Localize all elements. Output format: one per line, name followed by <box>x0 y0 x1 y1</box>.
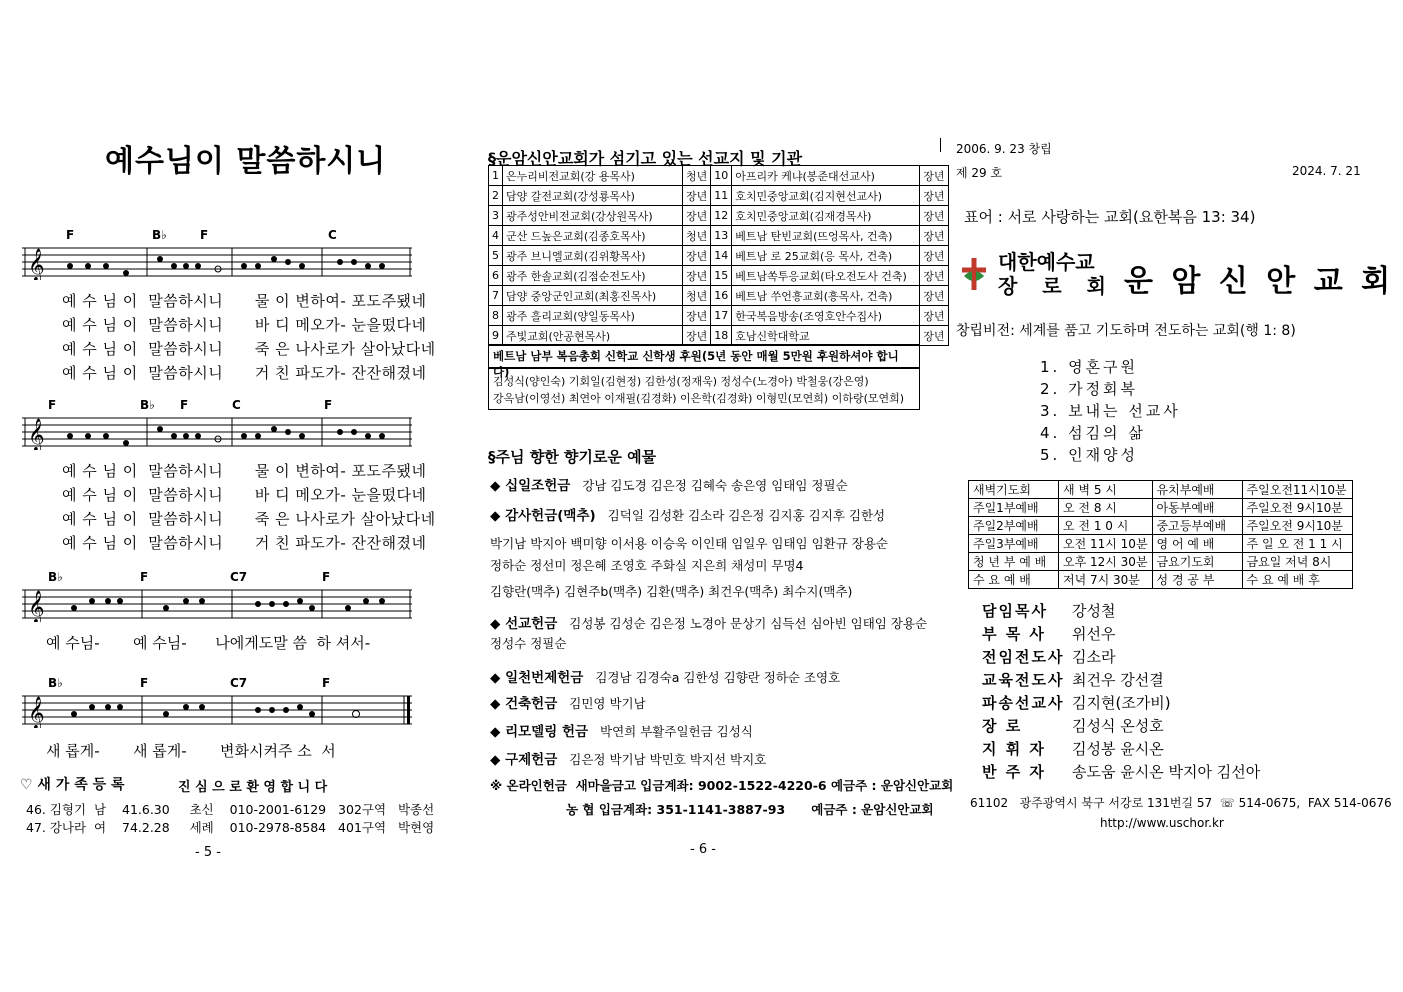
lyric-line: 예 수 님 이 말씀하시니 물 이 변하여- 포도주됐네 <box>62 292 427 310</box>
church-address: 61102 광주광역시 북구 서강로 131번길 57 ☏ 514-0675, FAX 514-0676 <box>970 796 1392 810</box>
staff-name: 김지현(조가비) <box>1072 694 1171 712</box>
worship-cell: 주 일 오 전 1 1 시 <box>1242 535 1352 553</box>
mission-cell: 2 <box>489 186 503 206</box>
staff-role: 장 로 <box>982 717 1023 735</box>
staff-row <box>982 715 1164 736</box>
lyric-line: 예 수님- 예 수님- 나에게도말 씀 하 셔서- <box>46 634 371 652</box>
mission-cell: 장년 <box>920 166 948 186</box>
mission-cell: 5 <box>489 246 503 266</box>
chord-label: B♭ <box>140 398 155 412</box>
staff-role: 반 주 자 <box>982 763 1046 781</box>
staff-name: 강성철 <box>1072 602 1116 620</box>
offering-label: ◆ 리모델링 헌금 <box>490 724 589 740</box>
staff-name: 김소라 <box>1072 648 1116 666</box>
offering-label: ◆ 감사헌금(맥추) <box>490 508 596 524</box>
mission-row <box>489 166 949 186</box>
mission-row <box>489 306 949 326</box>
divider <box>940 138 941 152</box>
mission-row <box>489 226 949 246</box>
offering-label: ◆ 십일조헌금 <box>490 478 571 494</box>
mission-cell: 장년 <box>683 246 711 266</box>
offering-names: 강남 김도경 김은정 김혜숙 송은영 임태임 정필순 <box>582 478 848 493</box>
worship-schedule-table <box>968 480 1353 589</box>
lyric-line: 예 수 님 이 말씀하시니 죽 은 나사로가 살아났다네 <box>62 510 436 528</box>
vietnam-note: 베트남 남부 복음총회 신학교 신학생 후원(5년 동안 매월 5만원 후원하셔야 합니다) <box>488 344 920 368</box>
staff-role: 부 목 사 <box>982 625 1046 643</box>
founded-date: 2006. 9. 23 창립 <box>956 142 1052 156</box>
goal-item: 2. 가정회복 <box>1040 380 1139 398</box>
staff-role: 담임목사 <box>982 602 1048 620</box>
mission-cell: 호남신학대학교 <box>732 326 920 346</box>
chord-label: F <box>140 676 149 690</box>
offering-names: 정성수 정필순 <box>490 636 567 651</box>
offering-row <box>490 556 804 574</box>
mission-row <box>489 186 949 206</box>
hymn-title: 예수님이 말씀하시니 <box>105 144 387 179</box>
mission-cell: 담양 갈전교회(강성룡목사) <box>503 186 683 206</box>
worship-cell: 오 전 8 시 <box>1059 499 1153 517</box>
chord-label: C <box>232 398 241 412</box>
mission-cell: 8 <box>489 306 503 326</box>
chord-label: F <box>48 398 57 412</box>
music-system-2 <box>0 398 436 558</box>
mission-cell: 장년 <box>920 246 948 266</box>
staff-role: 교육전도사 <box>982 671 1065 689</box>
mission-cell: 장년 <box>683 306 711 326</box>
offering-row <box>490 474 848 494</box>
goal-item: 3. 보내는 선교사 <box>1040 402 1181 420</box>
svg-text:𝄞: 𝄞 <box>28 418 45 450</box>
music-staff <box>22 414 412 450</box>
mission-heading: §운암신안교회가 섬기고 있는 선교지 및 기관 <box>488 149 803 168</box>
mission-cell: 12 <box>711 206 732 226</box>
chord-label: F <box>322 570 331 584</box>
worship-cell: 주일3부예배 <box>969 535 1059 553</box>
mission-cell: 1 <box>489 166 503 186</box>
motto: 표어 : 서로 사랑하는 교회(요한복음 13: 34) <box>964 208 1256 226</box>
mission-cell: 11 <box>711 186 732 206</box>
lyric-line: 새 롭게- 새 롭게- 변화시켜주 소 서 <box>46 742 336 760</box>
mission-cell: 7 <box>489 286 503 306</box>
staff-row <box>982 646 1115 667</box>
worship-cell: 저녁 7시 30분 <box>1059 571 1153 589</box>
mission-cell: 호치민중앙교회(김지현선교사) <box>732 186 920 206</box>
sponsor-box <box>488 368 920 410</box>
new-family-row: 47. 강나라 여 74.2.28 세례 010-2978-8584 401구역 박현영 <box>26 820 435 835</box>
music-system-1 <box>0 228 436 388</box>
offering-heading: §주님 향한 향기로운 예물 <box>488 448 657 466</box>
mission-row <box>489 266 949 286</box>
mission-row <box>489 326 949 346</box>
worship-row <box>969 553 1353 571</box>
chord-label: B♭ <box>152 228 167 242</box>
offering-names: 김향란(맥추) 김현주b(맥추) 김환(맥추) 최건우(맥추) 최수지(맥추) <box>490 584 853 599</box>
lyric-line: 예 수 님 이 말씀하시니 물 이 변하여- 포도주됐네 <box>62 462 427 480</box>
offering-names: 김덕일 김성환 김소라 김은정 김지홍 김지후 김한성 <box>607 508 886 523</box>
worship-cell: 주일오전 9시10분 <box>1242 499 1352 517</box>
worship-cell: 아동부예배 <box>1152 499 1242 517</box>
worship-cell: 성 경 공 부 <box>1152 571 1242 589</box>
staff-row <box>982 761 1260 782</box>
mission-cell: 장년 <box>920 206 948 226</box>
new-family-heading: ♡ 새 가 족 등 록 <box>20 777 125 793</box>
offering-row <box>490 666 840 686</box>
chord-label: C7 <box>230 570 248 584</box>
offering-row <box>490 748 766 768</box>
staff-name: 김성식 온성호 <box>1072 717 1164 735</box>
offering-row <box>490 720 753 740</box>
offering-names: 박기남 박지아 백미향 이서용 이승욱 이인태 임일우 임태임 임환규 장용순 <box>490 536 889 551</box>
bulletin-date: 2024. 7. 21 <box>1292 164 1361 178</box>
mission-cell: 장년 <box>920 266 948 286</box>
worship-row <box>969 535 1353 553</box>
chord-label: F <box>322 676 331 690</box>
mission-cell: 9 <box>489 326 503 346</box>
offering-label: ◆ 구제헌금 <box>490 752 558 768</box>
mission-cell: 광주 한솔교회(김점순전도사) <box>503 266 683 286</box>
mission-cell: 장년 <box>920 186 948 206</box>
mission-cell: 18 <box>711 326 732 346</box>
mission-cell: 10 <box>711 166 732 186</box>
offering-row <box>490 534 888 552</box>
worship-cell: 오 전 1 0 시 <box>1059 517 1153 535</box>
music-system-3 <box>0 570 420 660</box>
goal-item: 4. 섬김의 삶 <box>1040 424 1146 442</box>
denomination-line: 대한예수교 <box>998 250 1095 274</box>
mission-cell: 장년 <box>683 206 711 226</box>
mission-cell: 베트남 탄빈교회(뜨엉목사, 건축) <box>732 226 920 246</box>
worship-row <box>969 499 1353 517</box>
worship-cell: 수 요 예 배 후 <box>1242 571 1352 589</box>
mission-cell: 장년 <box>920 326 948 346</box>
offering-row <box>490 692 646 712</box>
mission-cell: 13 <box>711 226 732 246</box>
worship-cell: 수 요 예 배 <box>969 571 1059 589</box>
staff-row <box>982 623 1115 644</box>
welcome-text: 진 심 으 로 환 영 합 니 다 <box>178 780 328 795</box>
mission-cell: 군산 드높은교회(김종호목사) <box>503 226 683 246</box>
mission-cell: 은누리비전교회(강 용목사) <box>503 166 683 186</box>
offering-row <box>490 612 927 632</box>
mission-cell: 장년 <box>683 266 711 286</box>
chord-label: F <box>140 570 149 584</box>
music-staff <box>22 692 412 728</box>
worship-row <box>969 571 1353 589</box>
chord-label: F <box>180 398 189 412</box>
lyric-line: 예 수 님 이 말씀하시니 바 디 메오가- 눈을떴다네 <box>62 486 427 504</box>
sponsor-line: 강옥남(이영선) 최연아 이재필(김경화) 이은학(김경화) 이형민(모연희) 이하랑(모연희) <box>493 392 905 405</box>
worship-cell: 유치부예배 <box>1152 481 1242 499</box>
staff-role: 지 휘 자 <box>982 740 1046 758</box>
offering-names: 박연희 부활주일헌금 김성식 <box>600 724 753 739</box>
worship-cell: 중고등부예배 <box>1152 517 1242 535</box>
offering-names: 김은정 박기남 박민호 박지선 박지호 <box>569 752 767 767</box>
worship-cell: 영 어 예 배 <box>1152 535 1242 553</box>
mission-cell: 장년 <box>920 226 948 246</box>
staff-row <box>982 692 1171 713</box>
mission-table <box>488 165 949 346</box>
mission-cell: 한국복음방송(조영호안수집사) <box>732 306 920 326</box>
founding-vision: 창립비전: 세계를 품고 기도하며 전도하는 교회(행 1: 8) <box>956 323 1296 339</box>
worship-row <box>969 517 1353 535</box>
lyric-line: 예 수 님 이 말씀하시니 거 친 파도가- 잔잔해졌네 <box>62 534 427 552</box>
mission-cell: 장년 <box>920 286 948 306</box>
mission-cell: 15 <box>711 266 732 286</box>
worship-cell: 새벽기도회 <box>969 481 1059 499</box>
worship-cell: 주일오전 9시10분 <box>1242 517 1352 535</box>
denomination-line: 장 로 회 <box>998 274 1115 298</box>
issue-number: 제 29 호 <box>956 166 1003 180</box>
mission-cell: 담양 중앙군인교회(최홍진목사) <box>503 286 683 306</box>
offering-names: 김경남 김경숙a 김한성 김향란 정하순 조영호 <box>595 670 841 685</box>
offering-row <box>490 634 566 652</box>
lyric-line: 예 수 님 이 말씀하시니 바 디 메오가- 눈을떴다네 <box>62 316 427 334</box>
svg-text:𝄞: 𝄞 <box>28 248 45 280</box>
staff-name: 위선우 <box>1072 625 1116 643</box>
chord-label: C <box>328 228 337 242</box>
worship-cell: 주일2부예배 <box>969 517 1059 535</box>
mission-cell: 장년 <box>683 186 711 206</box>
mission-cell: 광주 흘리교회(양일동목사) <box>503 306 683 326</box>
staff-role: 전임전도사 <box>982 648 1065 666</box>
worship-row <box>969 481 1353 499</box>
chord-label: F <box>200 228 209 242</box>
svg-text:𝄞: 𝄞 <box>28 590 45 622</box>
chord-label: C7 <box>230 676 248 690</box>
staff-name: 김성봉 윤시온 <box>1072 740 1164 758</box>
offering-label: ◆ 건축헌금 <box>490 696 558 712</box>
mission-row <box>489 206 949 226</box>
denomination-name <box>998 250 1115 298</box>
mission-cell: 베트남쏙투응교회(타오전도사 건축) <box>732 266 920 286</box>
staff-name: 송도움 윤시온 박지아 김선아 <box>1072 763 1261 781</box>
staff-row <box>982 669 1164 690</box>
chord-label: B♭ <box>48 570 63 584</box>
church-url[interactable]: http://www.uschor.kr <box>1100 816 1224 830</box>
mission-cell: 베트남 쑤언흥교회(흥목사, 건축) <box>732 286 920 306</box>
new-family-row: 46. 김형기 남 41.6.30 초신 010-2001-6129 302구역 박종선 <box>26 802 435 817</box>
online-account-2: 농 협 입금계좌: 351-1141-3887-93 예금주 : 운암신안교회 <box>566 802 934 817</box>
mission-cell: 주빛교회(안공현목사) <box>503 326 683 346</box>
page-number: - 6 - <box>690 842 716 857</box>
mission-cell: 광주성안비전교회(강상원목사) <box>503 206 683 226</box>
lyric-line: 예 수 님 이 말씀하시니 죽 은 나사로가 살아났다네 <box>62 340 436 358</box>
offering-row <box>490 582 852 600</box>
worship-cell: 오후 12시 30분 <box>1059 553 1153 571</box>
chord-label: B♭ <box>48 676 63 690</box>
staff-role: 파송선교사 <box>982 694 1065 712</box>
music-staff <box>22 586 412 622</box>
offering-names: 김성봉 김성순 김은정 노경아 문상기 심득선 심아빈 임태임 장용순 <box>569 616 928 631</box>
offering-names: 정하순 정선미 정은혜 조영호 주화실 지은희 채성미 무명4 <box>490 558 804 573</box>
goal-item: 1. 영혼구원 <box>1040 358 1139 376</box>
worship-cell: 주일1부예배 <box>969 499 1059 517</box>
mission-cell: 장년 <box>683 326 711 346</box>
mission-cell: 14 <box>711 246 732 266</box>
offering-label: ◆ 선교헌금 <box>490 616 558 632</box>
mission-cell: 16 <box>711 286 732 306</box>
chord-label: F <box>66 228 75 242</box>
staff-name: 최건우 강선결 <box>1072 671 1164 689</box>
church-name: 운 암 신 안 교 회 <box>1124 264 1395 299</box>
worship-cell: 청 년 부 예 배 <box>969 553 1059 571</box>
mission-row <box>489 246 949 266</box>
mission-cell: 17 <box>711 306 732 326</box>
worship-cell: 금요기도회 <box>1152 553 1242 571</box>
staff-row <box>982 738 1164 759</box>
mission-cell: 호치민중앙교회(김재경목사) <box>732 206 920 226</box>
church-logo-icon <box>958 256 990 292</box>
page-number: - 5 - <box>195 845 221 860</box>
mission-cell: 6 <box>489 266 503 286</box>
online-account-1: ※ 온라인헌금 새마을금고 입금계좌: 9002-1522-4220-6 예금주 : 운암신안교회 <box>490 778 954 793</box>
staff-row <box>982 600 1115 621</box>
mission-row <box>489 286 949 306</box>
mission-cell: 3 <box>489 206 503 226</box>
offering-label: ◆ 일천번제헌금 <box>490 670 584 686</box>
svg-text:𝄞: 𝄞 <box>28 696 45 728</box>
sponsor-line: 김성식(양인숙) 기회일(김현정) 김한성(정재욱) 정성수(노경아) 박철웅(강은영) <box>493 375 869 388</box>
mission-cell: 광주 브니엘교회(김위황목사) <box>503 246 683 266</box>
mission-cell: 장년 <box>920 306 948 326</box>
music-system-4 <box>0 676 420 766</box>
goal-item: 5. 인재양성 <box>1040 446 1139 464</box>
offering-row <box>490 504 885 524</box>
offering-names: 김민영 박기남 <box>569 696 646 711</box>
mission-cell: 4 <box>489 226 503 246</box>
worship-cell: 새 벽 5 시 <box>1059 481 1153 499</box>
chord-label: F <box>324 398 333 412</box>
mission-cell: 청년 <box>683 286 711 306</box>
lyric-line: 예 수 님 이 말씀하시니 거 친 파도가- 잔잔해졌네 <box>62 364 427 382</box>
mission-cell: 베트남 로 25교회(응 목사, 건축) <box>732 246 920 266</box>
worship-cell: 오전 11시 10분 <box>1059 535 1153 553</box>
worship-cell: 주일오전11시10분 <box>1242 481 1352 499</box>
worship-cell: 금요일 저녁 8시 <box>1242 553 1352 571</box>
mission-cell: 청년 <box>683 166 711 186</box>
mission-cell: 청년 <box>683 226 711 246</box>
mission-cell: 아프리카 케냐(봉준대선교사) <box>732 166 920 186</box>
music-staff <box>22 244 412 280</box>
